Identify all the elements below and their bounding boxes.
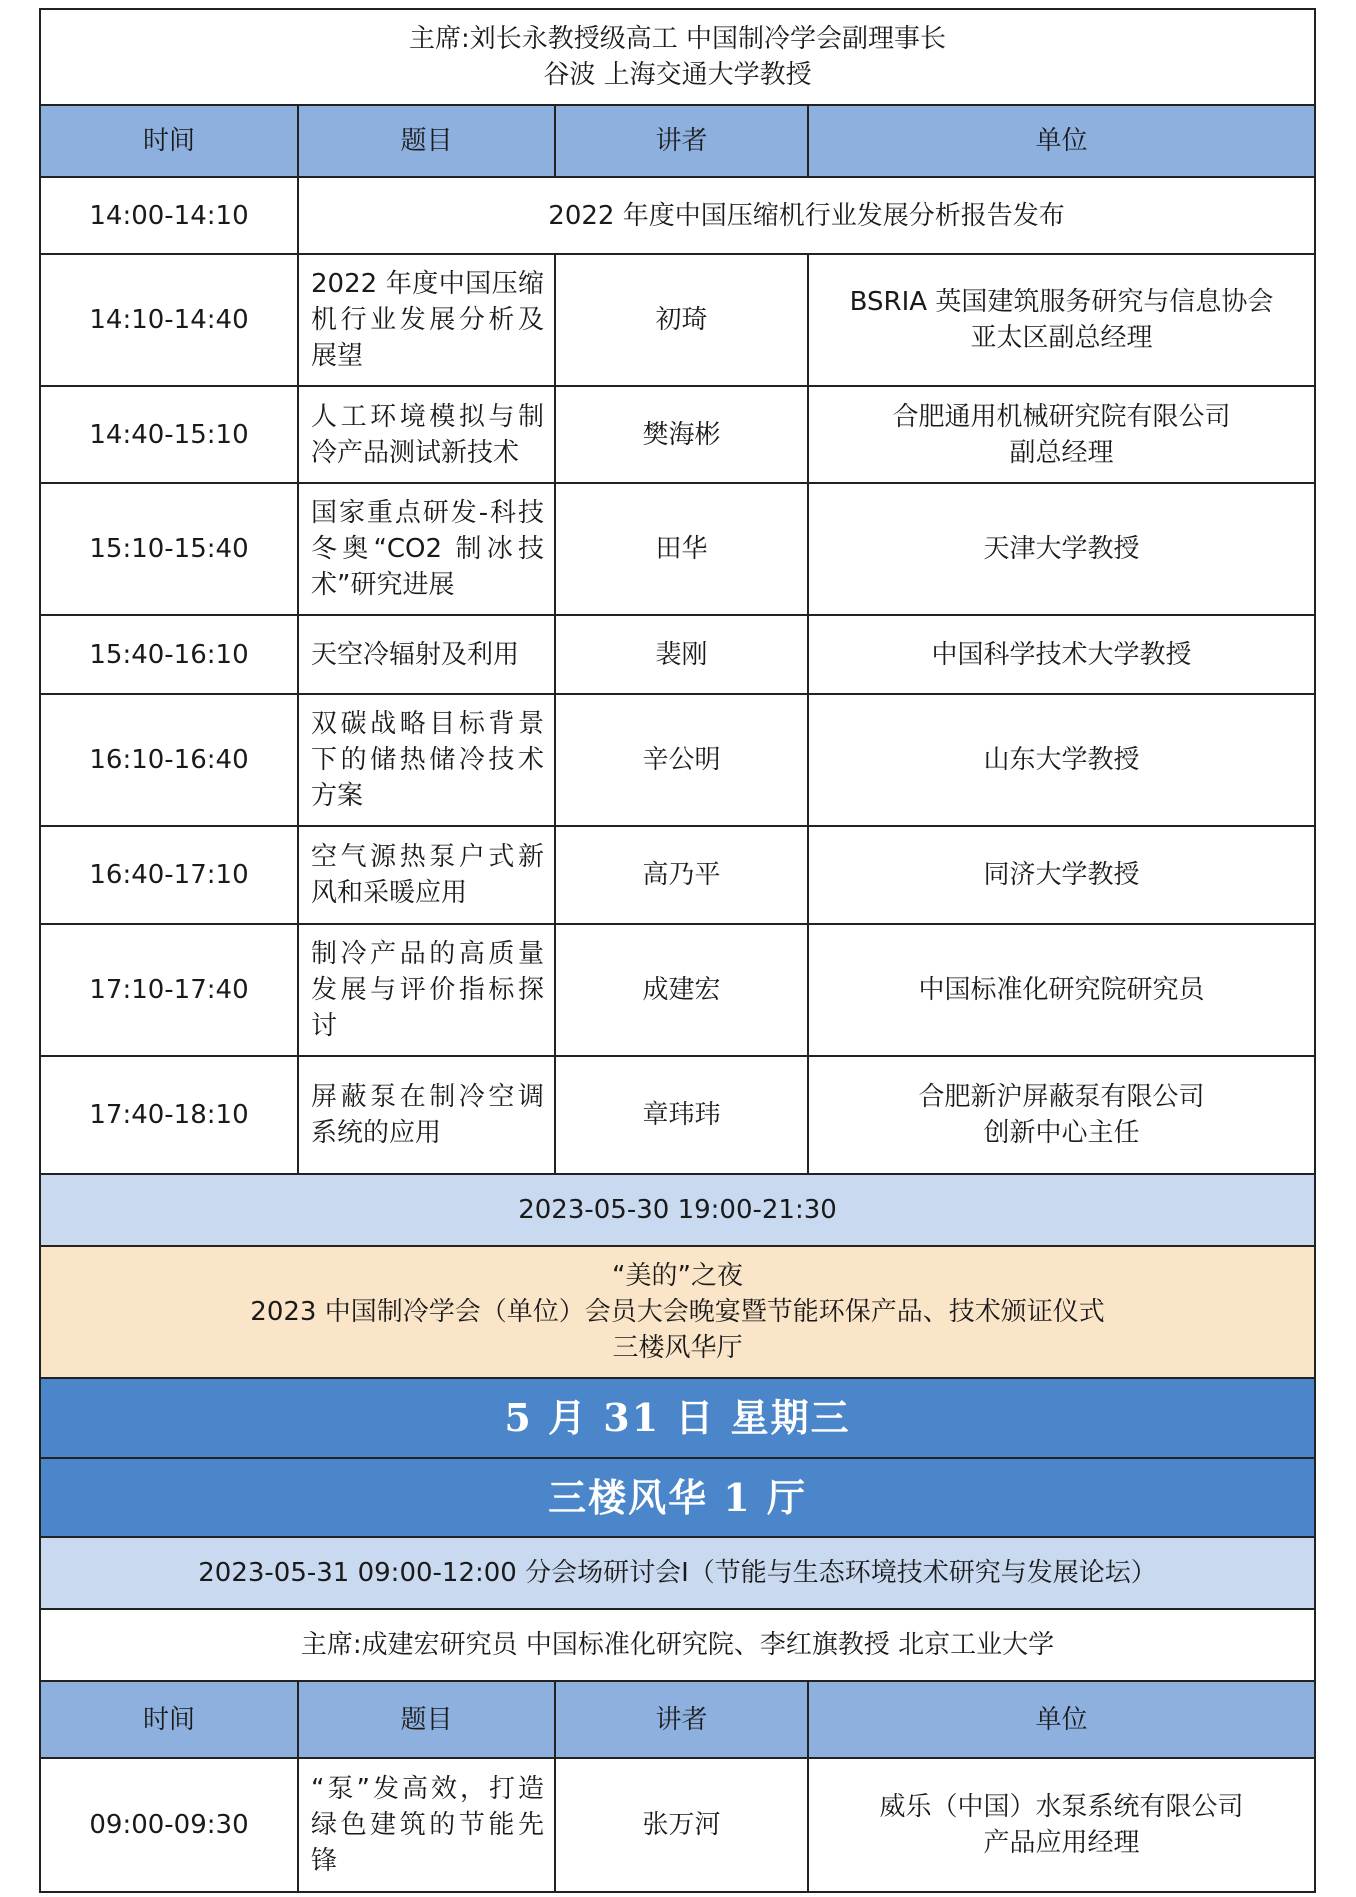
- talk-row: [40, 254, 1315, 386]
- talk-unit: 中国科学技术大学教授: [808, 615, 1315, 694]
- talk-speaker: 裴刚: [555, 615, 808, 694]
- talk-time: 15:40-16:10: [40, 615, 298, 694]
- talk-unit-line-2: 副总经理: [1009, 437, 1114, 468]
- talk-time: 09:00-09:30: [40, 1758, 298, 1892]
- talk-time: 16:10-16:40: [40, 694, 298, 826]
- header-time: 时间: [40, 105, 298, 177]
- talk-topic: 天空冷辐射及利用: [298, 615, 555, 694]
- talk-unit-line-2: 产品应用经理: [983, 1828, 1140, 1858]
- talk-speaker: 田华: [555, 483, 808, 615]
- talk-time: 17:10-17:40: [40, 924, 298, 1056]
- talk-row: [40, 694, 1315, 826]
- evening-event-cell: [40, 1246, 1315, 1378]
- evening-venue: 三楼风华厅: [612, 1333, 743, 1363]
- talk-unit: 山东大学教授: [808, 694, 1315, 826]
- evening-date-row: [40, 1174, 1315, 1246]
- release-title: 2022 年度中国压缩机行业发展分析报告发布: [298, 177, 1315, 254]
- chairs-row: [40, 9, 1315, 105]
- talk-row: [40, 1056, 1315, 1174]
- evening-datetime: 2023-05-30 19:00-21:30: [40, 1174, 1315, 1246]
- talk-unit-line-2: 亚太区副总经理: [970, 323, 1153, 353]
- hall-banner: 三楼风华 1 厅: [40, 1458, 1315, 1537]
- chairs-line-1: 主席:刘长永教授级高工 中国制冷学会副理事长: [409, 24, 947, 54]
- chairs2-row: [40, 1609, 1315, 1681]
- talk-time: 14:10-14:40: [40, 254, 298, 386]
- talk-time: 14:40-15:10: [40, 386, 298, 483]
- talk-speaker: 章玮玮: [555, 1056, 808, 1174]
- chairs2-cell: 主席:成建宏研究员 中国标准化研究院、李红旗教授 北京工业大学: [40, 1609, 1315, 1681]
- hall-banner-row: [40, 1458, 1315, 1537]
- talk-unit: 同济大学教授: [808, 826, 1315, 924]
- table-header: [40, 105, 1315, 177]
- talk-time: 17:40-18:10: [40, 1056, 298, 1174]
- talk-time: 15:10-15:40: [40, 483, 298, 615]
- talk-unit: [808, 386, 1315, 483]
- session-title: 2023-05-31 09:00-12:00 分会场研讨会Ⅰ（节能与生态环境技术研究与发展论坛）: [40, 1537, 1315, 1609]
- header-time: 时间: [40, 1681, 298, 1758]
- day-banner: 5 月 31 日 星期三: [40, 1378, 1315, 1458]
- release-time: 14:00-14:10: [40, 177, 298, 254]
- talk-unit: 中国标准化研究院研究员: [808, 924, 1315, 1056]
- talk-unit-line-1: BSRIA 英国建筑服务研究与信息协会: [849, 287, 1274, 317]
- chairs-line-2: 谷波 上海交通大学教授: [543, 60, 812, 90]
- talk-row: [40, 386, 1315, 483]
- talk-topic: 双碳战略目标背景下的储热储冷技术方案: [298, 694, 555, 826]
- evening-description: 2023 中国制冷学会（单位）会员大会晚宴暨节能环保产品、技术颁证仪式: [250, 1297, 1105, 1327]
- talk-speaker: 高乃平: [555, 826, 808, 924]
- talk-row: [40, 826, 1315, 924]
- talk-speaker: 樊海彬: [555, 386, 808, 483]
- talk-speaker: 张万河: [555, 1758, 808, 1892]
- agenda-table: [39, 8, 1316, 1893]
- talk-row: [40, 615, 1315, 694]
- talk-topic: 人工环境模拟与制冷产品测试新技术: [298, 386, 555, 483]
- talk-topic: 空气源热泵户式新风和采暖应用: [298, 826, 555, 924]
- header-speaker: 讲者: [555, 1681, 808, 1758]
- header-topic: 题目: [298, 1681, 555, 1758]
- talk-topic: 2022 年度中国压缩机行业发展分析及展望: [298, 254, 555, 386]
- talk-row: [40, 1758, 1315, 1892]
- talk-unit-line-1: 合肥新沪屏蔽泵有限公司: [918, 1082, 1205, 1112]
- chairs-cell: [40, 9, 1315, 105]
- header-speaker: 讲者: [555, 105, 808, 177]
- talk-speaker: 辛公明: [555, 694, 808, 826]
- talk-unit-line-1: 威乐（中国）水泵系统有限公司: [879, 1792, 1244, 1822]
- talk-unit: 天津大学教授: [808, 483, 1315, 615]
- talk-speaker: 初琦: [555, 254, 808, 386]
- talk-time: 16:40-17:10: [40, 826, 298, 924]
- talk-unit: [808, 1758, 1315, 1892]
- day-banner-row: [40, 1378, 1315, 1458]
- talk-speaker: 成建宏: [555, 924, 808, 1056]
- evening-title: “美的”之夜: [612, 1261, 743, 1291]
- talk-topic: “泵”发高效，打造绿色建筑的节能先锋: [298, 1758, 555, 1892]
- evening-event-row: [40, 1246, 1315, 1378]
- header-topic: 题目: [298, 105, 555, 177]
- talk-topic: 制冷产品的高质量发展与评价指标探讨: [298, 924, 555, 1056]
- talk-topic: 国家重点研发-科技冬奥“CO2 制冰技术”研究进展: [298, 483, 555, 615]
- talk-row: [40, 483, 1315, 615]
- talk-unit-line-1: 合肥通用机械研究院有限公司: [892, 401, 1231, 432]
- talk-unit: [808, 1056, 1315, 1174]
- talk-unit-line-2: 创新中心主任: [983, 1118, 1140, 1148]
- header-unit: 单位: [808, 1681, 1315, 1758]
- session-row: [40, 1537, 1315, 1609]
- talk-unit: [808, 254, 1315, 386]
- release-row: [40, 177, 1315, 254]
- talk-topic: 屏蔽泵在制冷空调系统的应用: [298, 1056, 555, 1174]
- table-header: [40, 1681, 1315, 1758]
- header-unit: 单位: [808, 105, 1315, 177]
- talk-row: [40, 924, 1315, 1056]
